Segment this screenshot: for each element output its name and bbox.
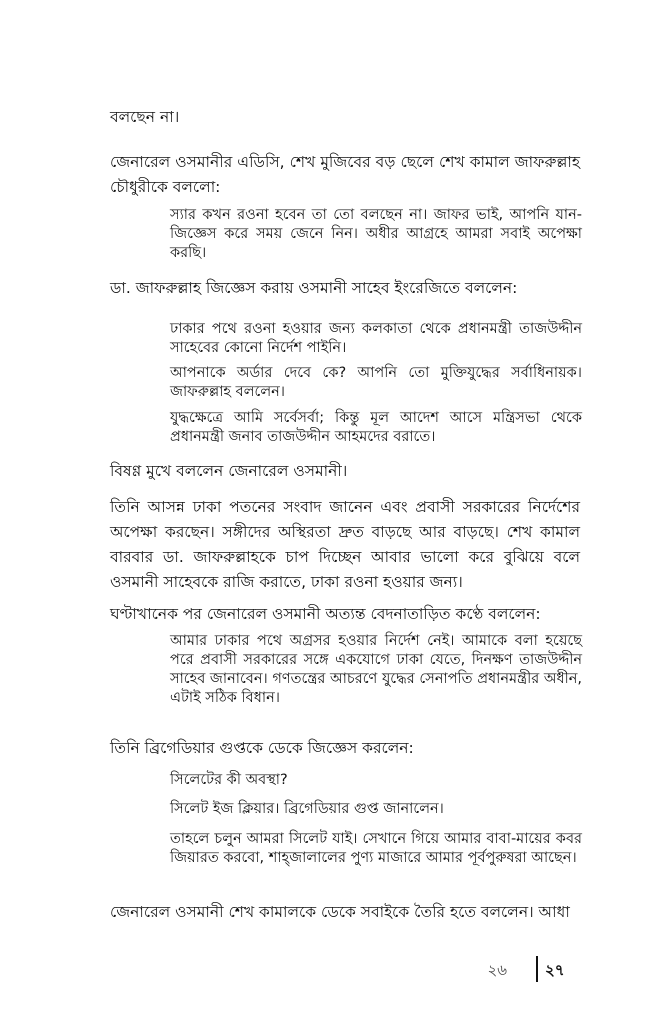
paragraph-6: ঘণ্টাখানেক পর জেনারেল ওসমানী অত্যন্ত বেদনাতাড়িত কণ্ঠে বললেন: xyxy=(110,605,541,623)
paragraph-7: তিনি ব্রিগেডিয়ার গুপ্তকে ডেকে জিজ্ঞেস করলেন: xyxy=(110,739,414,757)
quote-2: ঢাকার পথে রওনা হওয়ার জন্য কলকাতা থেকে প্রধানমন্ত্রী তাজউদ্দীন সাহেবের কোনো নির্দেশ পাইনি। xyxy=(170,321,582,356)
page-number-divider xyxy=(536,956,538,982)
quote-1: স্যার কখন রওনা হবেন তা তো বলছেন না। জাফর ভাই, আপনি যান- জিজ্ঞেস করে সময় জেনে নিন। অধীর আগ্রহে আমরা সবাই অপেক্ষা করছি। xyxy=(170,207,582,261)
paragraph-2: জেনারেল ওসমানীর এডিসি, শেখ মুজিবের বড় ছেলে শেখ কামাল জাফরুল্লাহ চৌধুরীকে বললো: xyxy=(110,153,580,196)
quote-6: সিলেটের কী অবস্থা? xyxy=(170,772,288,788)
quote-4: যুদ্ধক্ষেত্রে আমি সর্বেসর্বা; কিন্তু মূল আদেশ আসে মন্ত্রিসভা থেকে প্রধানমন্ত্রী জনাব তাজউদ্দীন আহমদের বরাতে। xyxy=(170,410,582,445)
quote-5: আমার ঢাকার পথে অগ্রসর হওয়ার নির্দেশ নেই। আমাকে বলা হয়েছে পরে প্রবাসী সরকারের সঙ্গে একযোগে ঢাকা যেতে, দিনক্ষণ তাজউদ্দীন সাহেব জানাবেন। গণতন্ত্রের আচরণে যুদ্ধের সেনাপতি প্রধানমন্ত্রীর অধীন, এটাই সঠিক বিধান। xyxy=(170,633,582,706)
paragraph-4: বিষণ্ণ মুখে বললেন জেনারেল ওসমানী। xyxy=(110,462,348,480)
page-number-previous: ২৬ xyxy=(487,961,507,979)
paragraph-1: বলছেন না। xyxy=(110,108,180,126)
page-number-current: ২৭ xyxy=(545,961,565,979)
quote-3: আপনাকে অর্ডার দেবে কে? আপনি তো মুক্তিযুদ্ধের সর্বাধিনায়ক। জাফরুল্লাহ বললেন। xyxy=(170,365,582,400)
paragraph-8: জেনারেল ওসমানী শেখ কামালকে ডেকে সবাইকে তৈরি হতে বললেন। আধা xyxy=(110,903,570,921)
paragraph-5: তিনি আসন্ন ঢাকা পতনের সংবাদ জানেন এবং প্রবাসী সরকারের নির্দেশের অপেক্ষা করছেন। সঙ্গীদের অস্থিরতা দ্রুত বাড়ছে আর বাড়ছে। শেখ কামাল বারবার ডা. জাফরুল্লাহকে চাপ দিচ্ছেন আবার ভালো করে বুঝিয়ে বলে ওসমানী সাহেবকে রাজি করাতে, ঢাকা রওনা হওয়ার জন্য। xyxy=(110,498,580,591)
quote-7: সিলেট ইজ ক্লিয়ার। ব্রিগেডিয়ার গুপ্ত জানালেন। xyxy=(170,801,444,817)
quote-8: তাহলে চলুন আমরা সিলেট যাই। সেখানে গিয়ে আমার বাবা-মায়ের কবর জিয়ারত করবো, শাহ্‌জালালের পুণ্য মাজারে আমার পূর্বপুরুষরা আছেন। xyxy=(170,831,582,866)
paragraph-3: ডা. জাফরুল্লাহ জিজ্ঞেস করায় ওসমানী সাহেব ইংরেজিতে বললেন: xyxy=(110,279,518,297)
